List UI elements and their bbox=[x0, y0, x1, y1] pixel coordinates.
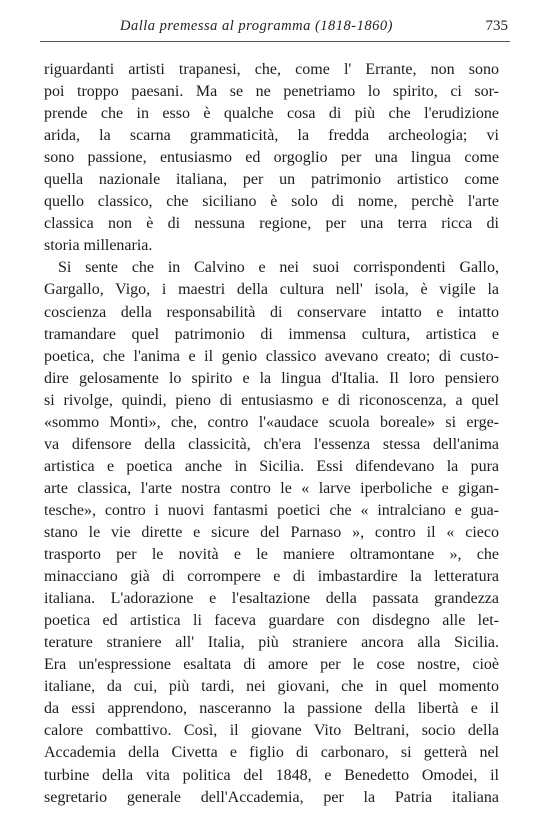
text-line: italiana. L'adorazione e l'esaltazione della passata grandezza bbox=[44, 590, 499, 608]
running-title: Dalla premessa al programma (1818-1860) bbox=[120, 18, 393, 34]
text-line: minacciano già di corrompere e di imbastardire la letteratura bbox=[44, 568, 499, 586]
text-line: riguardanti artisti trapanesi, che, come l' Errante, non sono bbox=[44, 61, 499, 78]
text-line: Era un'espressione esaltata di amore per le cose nostre, cioè bbox=[44, 656, 499, 674]
text-line: sono passione, entusiasmo ed orgoglio per una lingua come bbox=[44, 149, 499, 167]
text-line: Si sente che in Calvino e nei suoi corrispondenti Gallo, bbox=[58, 259, 499, 277]
text-line: coscienza della responsabilità di conservare intatto e intatto bbox=[44, 303, 499, 321]
text-line: italiane, da cui, più tardi, nei giovani, che in quel momento bbox=[44, 678, 499, 696]
text-line: Accademia della Civetta e figlio di carbonaro, si getterà nel bbox=[44, 744, 499, 762]
text-line: quella nazionale italiana, per un patrimonio artistico come bbox=[44, 171, 499, 189]
page-number: 735 bbox=[485, 18, 508, 34]
text-line: quello classico, che siciliano è solo di nome, perchè l'arte bbox=[44, 193, 499, 211]
text-line: calore combattivo. Così, il giovane Vito Beltrani, socio della bbox=[44, 722, 499, 740]
text-line: da essi apprendono, nasceranno la passione della libertà e il bbox=[44, 700, 499, 718]
text-line: storia millenaria. bbox=[44, 237, 153, 255]
text-line: prende che in esso è qualche cosa di più che l'erudizione bbox=[44, 105, 499, 123]
text-line: poetica ed artistica li faceva guardare con disdegno alle let- bbox=[44, 612, 499, 630]
text-line: classica non è di nessuna regione, per una terra ricca di bbox=[44, 215, 499, 233]
text-line: segretario generale dell'Accademia, per la Patria italiana bbox=[44, 788, 499, 806]
text-line: «sommo Monti», che, contro l'«audace scuola boreale» si erge- bbox=[44, 413, 499, 431]
text-line: si rivolge, quindi, pieno di entusiasmo e di riconoscenza, a quel bbox=[44, 391, 499, 409]
text-line: trasporto per le novità e le maniere oltramontane », che bbox=[44, 546, 499, 564]
text-line: tramandare quel patrimonio di immensa cultura, artistica e bbox=[44, 325, 499, 343]
text-line: Gargallo, Vigo, i maestri della cultura nell' isola, è vigile la bbox=[44, 281, 499, 299]
text-line: stano le vie dirette e sicure del Parnaso », contro il « cieco bbox=[44, 523, 499, 541]
paragraph-2 bbox=[44, 257, 499, 808]
text-line: arte classica, l'arte nostra contro le « larve iperboliche e gigan- bbox=[44, 479, 499, 497]
text-line: va difensore della classicità, ch'era l'essenza stessa dell'anima bbox=[44, 435, 499, 453]
body-text bbox=[44, 59, 499, 809]
text-line: arida, la scarna grammaticità, la fredda archeologia; vi bbox=[44, 127, 499, 145]
header-rule bbox=[40, 41, 510, 42]
text-line: terature straniere all' Italia, più straniere ancora alla Sicilia. bbox=[44, 634, 499, 652]
page-header bbox=[0, 0, 550, 42]
text-line: tesche», contro i nuovi fantasmi poetici che « intralciano e gua- bbox=[44, 501, 499, 519]
text-line: poetica, che l'anima e il genio classico avevano creato; di custo- bbox=[44, 347, 499, 365]
paragraph-1 bbox=[44, 59, 499, 257]
text-line: dire gelosamente lo spirito e la lingua d'Italia. Il loro pensiero bbox=[44, 369, 499, 387]
text-line: poi troppo paesani. Ma se ne penetriamo lo spirito, ci sor- bbox=[44, 83, 499, 101]
text-line: artistica e poetica anche in Sicilia. Essi difendevano la pura bbox=[44, 457, 499, 475]
text-line: turbine della vita politica del 1848, e Benedetto Omodei, il bbox=[44, 766, 499, 784]
